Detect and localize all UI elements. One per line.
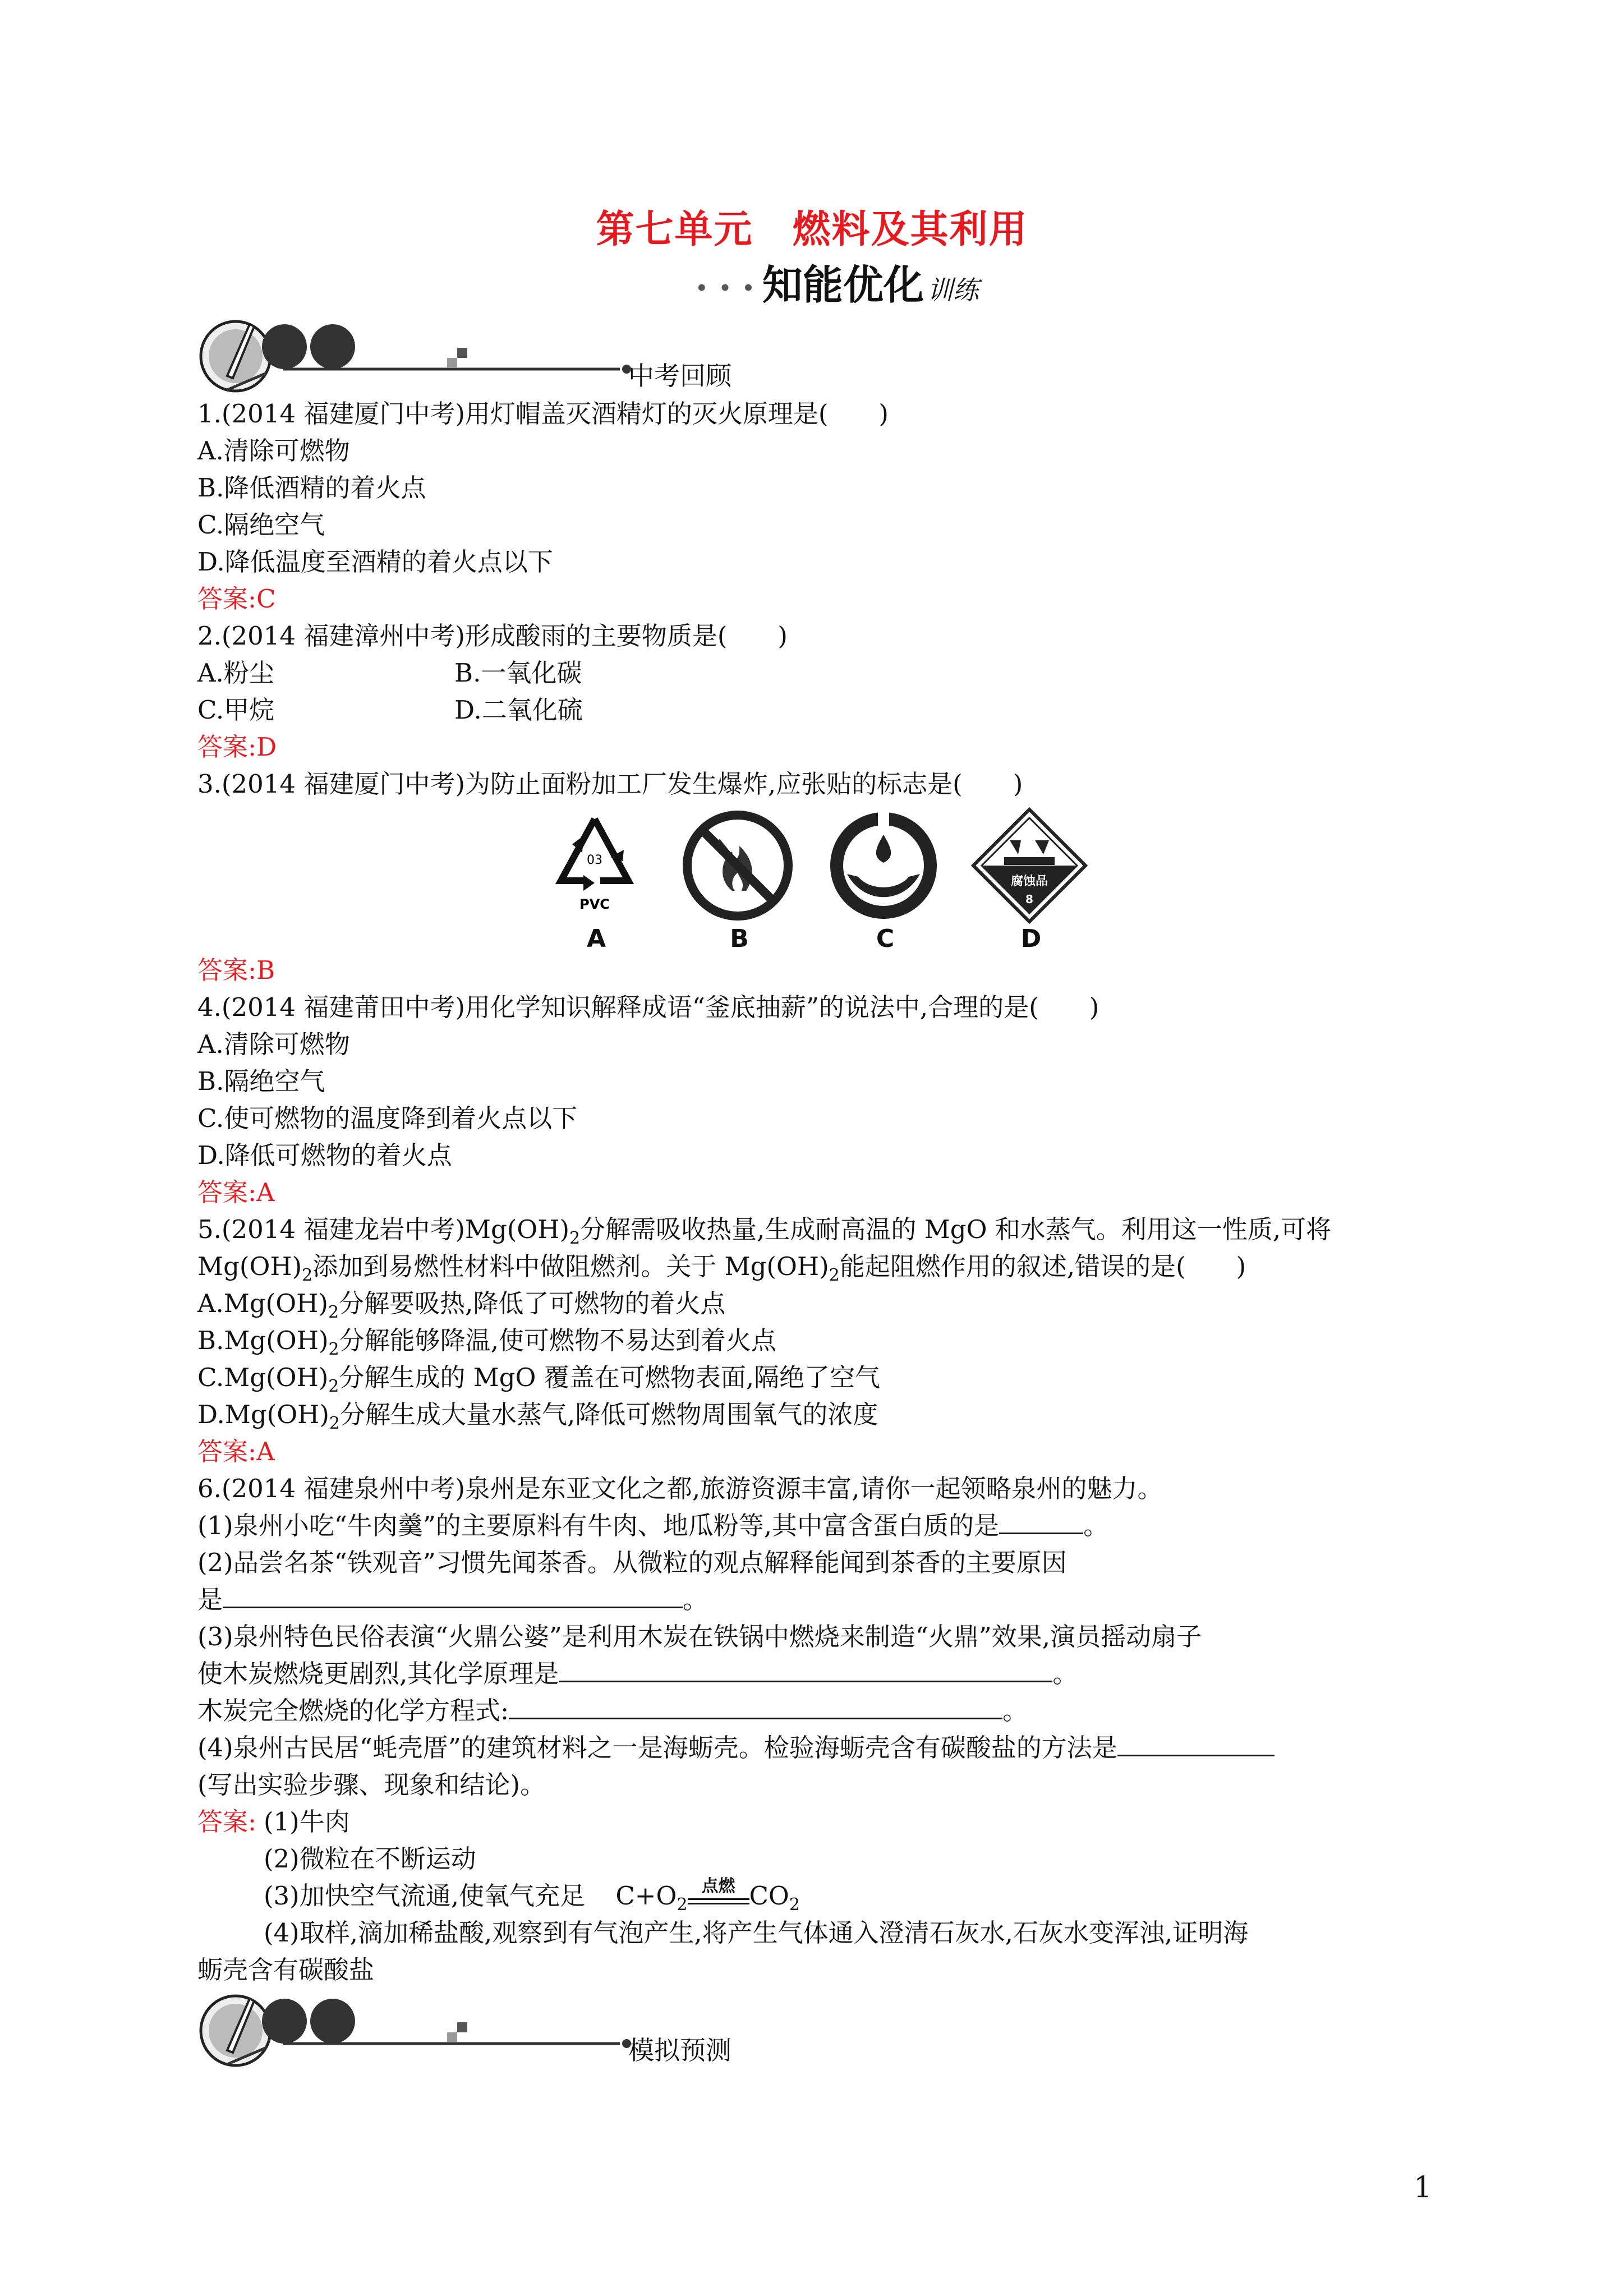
subtitle-main: 知能优化 <box>762 261 924 309</box>
q2-answer: 答案:D <box>197 732 277 762</box>
q1-option-c: C.隔绝空气 <box>197 510 325 540</box>
sign-c-water-hand-icon <box>825 807 942 924</box>
q4-answer: 答案:A <box>197 1177 275 1207</box>
q6-part4: (4)泉州古民居“蚝壳厝”的建筑材料之一是海蛎壳。检验海蛎壳含有碳酸盐的方法是 <box>197 1729 1275 1766</box>
q2-option-b: B.一氧化碳 <box>454 658 582 688</box>
sign-b-label: B <box>730 924 749 953</box>
q5-option-d: $D.Mg(OH)_2$分解生成大量水蒸气,降低可燃物周围氧气的浓度 <box>197 1400 878 1433</box>
q4-option-c: C.使可燃物的温度降到着火点以下 <box>197 1103 578 1133</box>
q1-stem: 1.(2014 福建厦门中考)用灯帽盖灭酒精灯的灭火原理是( ) <box>197 399 889 429</box>
q1-answer: 答案:C <box>197 584 276 614</box>
q6-answer-3: (3)加快空气流通,使氧气充足 $C+O_2$ 点燃 $CO_2$ <box>264 1878 800 1924</box>
q1-option-a: A.清除可燃物 <box>197 436 350 466</box>
q4-stem: 4.(2014 福建莆田中考)用化学知识解释成语“釜底抽薪”的说法中,合理的是( ) <box>197 992 1099 1022</box>
q5-answer: 答案:A <box>197 1437 275 1466</box>
section-label-mock: 模拟预测 <box>628 2035 732 2065</box>
sign-d-label: D <box>1020 924 1042 953</box>
page-title: 第七单元 燃料及其利用 <box>596 207 1028 252</box>
sign-d-num: 8 <box>1025 892 1033 906</box>
q6-answer-4: (4)取样,滴加稀盐酸,观察到有气泡产生,将产生气体通入澄清石灰水,石灰水变浑浊,证明海 <box>264 1918 1249 1948</box>
q6-part3b: 使木炭燃烧更剧烈,其化学原理是 。 <box>197 1655 1078 1692</box>
sign-d-corrosive-icon <box>970 807 1088 924</box>
sign-a-code: 03 <box>587 853 602 867</box>
q6-answer-1: (1)牛肉 <box>264 1807 350 1837</box>
q6-answer-4b: 蛎壳含有碳酸盐 <box>197 1955 375 1985</box>
q5-option-c: $C.Mg(OH)_2$分解生成的 MgO 覆盖在可燃物表面,隔绝了空气 <box>197 1363 881 1396</box>
q2-option-d: D.二氧化硫 <box>454 695 583 725</box>
q6-part3: (3)泉州特色民俗表演“火鼎公婆”是利用木炭在铁锅中燃烧来制造“火鼎”效果,演员摇动扇子 <box>197 1622 1202 1651</box>
q4-option-d: D.降低可燃物的着火点 <box>197 1140 452 1170</box>
page-subtitle <box>696 252 979 311</box>
q6-stem: 6.(2014 福建泉州中考)泉州是东亚文化之都,旅游资源丰富,请你一起领略泉州的魅力。 <box>197 1474 1163 1503</box>
sign-a-recycle-icon <box>539 808 651 920</box>
q6-part2b: 是 。 <box>197 1581 708 1618</box>
q6-part1: (1)泉州小吃“牛肉羹”的主要原料有牛肉、地瓜粉等,其中富含蛋白质的是 。 <box>197 1507 1108 1544</box>
q1-option-b: B.降低酒精的着火点 <box>197 473 426 503</box>
sign-c-label: C <box>876 924 895 953</box>
eq-condition: 点燃 <box>701 1876 735 1896</box>
q6-blank-1[interactable] <box>999 1508 1083 1534</box>
section-label-review: 中考回顾 <box>628 361 732 391</box>
page-number: 1 <box>1414 2171 1433 2205</box>
q2-stem: 2.(2014 福建漳州中考)形成酸雨的主要物质是( ) <box>197 621 788 651</box>
q4-option-a: A.清除可燃物 <box>197 1029 350 1059</box>
sign-b-no-fire-icon <box>679 807 797 924</box>
q2-option-a: A.粉尘 <box>197 658 274 688</box>
q4-option-b: B.隔绝空气 <box>197 1066 325 1096</box>
q6-blank-4[interactable] <box>509 1693 1002 1719</box>
q6-answer-label: 答案: <box>197 1807 257 1837</box>
q1-option-d: D.降低温度至酒精的着火点以下 <box>197 547 553 577</box>
q5-line1: 5.(2014 福建龙岩中考)$Mg(OH)_2$分解需吸收热量,生成耐高温的 MgO 和水蒸气。利用这一性质,可将 <box>197 1214 1332 1248</box>
q3-answer: 答案:B <box>197 955 275 985</box>
sign-d-text: 腐蚀品 <box>1010 875 1048 889</box>
q2-row1 <box>197 655 582 692</box>
q5-option-a: $A.Mg(OH)_2$分解要吸热,降低了可燃物的着火点 <box>197 1289 726 1322</box>
q6-equation: $C+O_2$ 点燃 $CO_2$ <box>615 1881 800 1911</box>
q2-row2 <box>197 692 583 729</box>
q2-option-c: C.甲烷 <box>197 695 275 725</box>
q6-blank-5[interactable] <box>1117 1730 1275 1756</box>
q6-blank-3[interactable] <box>559 1656 1052 1682</box>
sign-a-text: PVC <box>579 896 610 912</box>
q6-part2: (2)品尝名茶“铁观音”习惯先闻茶香。从微粒的观点解释能闻到茶香的主要原因 <box>197 1548 1067 1577</box>
q6-part4b: (写出实验步骤、现象和结论)。 <box>197 1770 546 1800</box>
q6-blank-2[interactable] <box>223 1582 683 1608</box>
subtitle-dots: • • • <box>696 277 757 300</box>
q6-answer-2: (2)微粒在不断运动 <box>264 1844 476 1874</box>
sign-a-label: A <box>586 924 606 953</box>
subtitle-suffix: 训练 <box>927 275 979 305</box>
q5-line2: $Mg(OH)_2$添加到易燃性材料中做阻燃剂。关于 $Mg(OH)_2$能起阻燃作用的叙述,错误的是( ) <box>197 1251 1246 1285</box>
q5-option-b: $B.Mg(OH)_2$分解能够降温,使可燃物不易达到着火点 <box>197 1326 776 1359</box>
q6-part3c: 木炭完全燃烧的化学方程式: 。 <box>197 1692 1028 1729</box>
q3-stem: 3.(2014 福建厦门中考)为防止面粉加工厂发生爆炸,应张贴的标志是( ) <box>197 769 1023 799</box>
